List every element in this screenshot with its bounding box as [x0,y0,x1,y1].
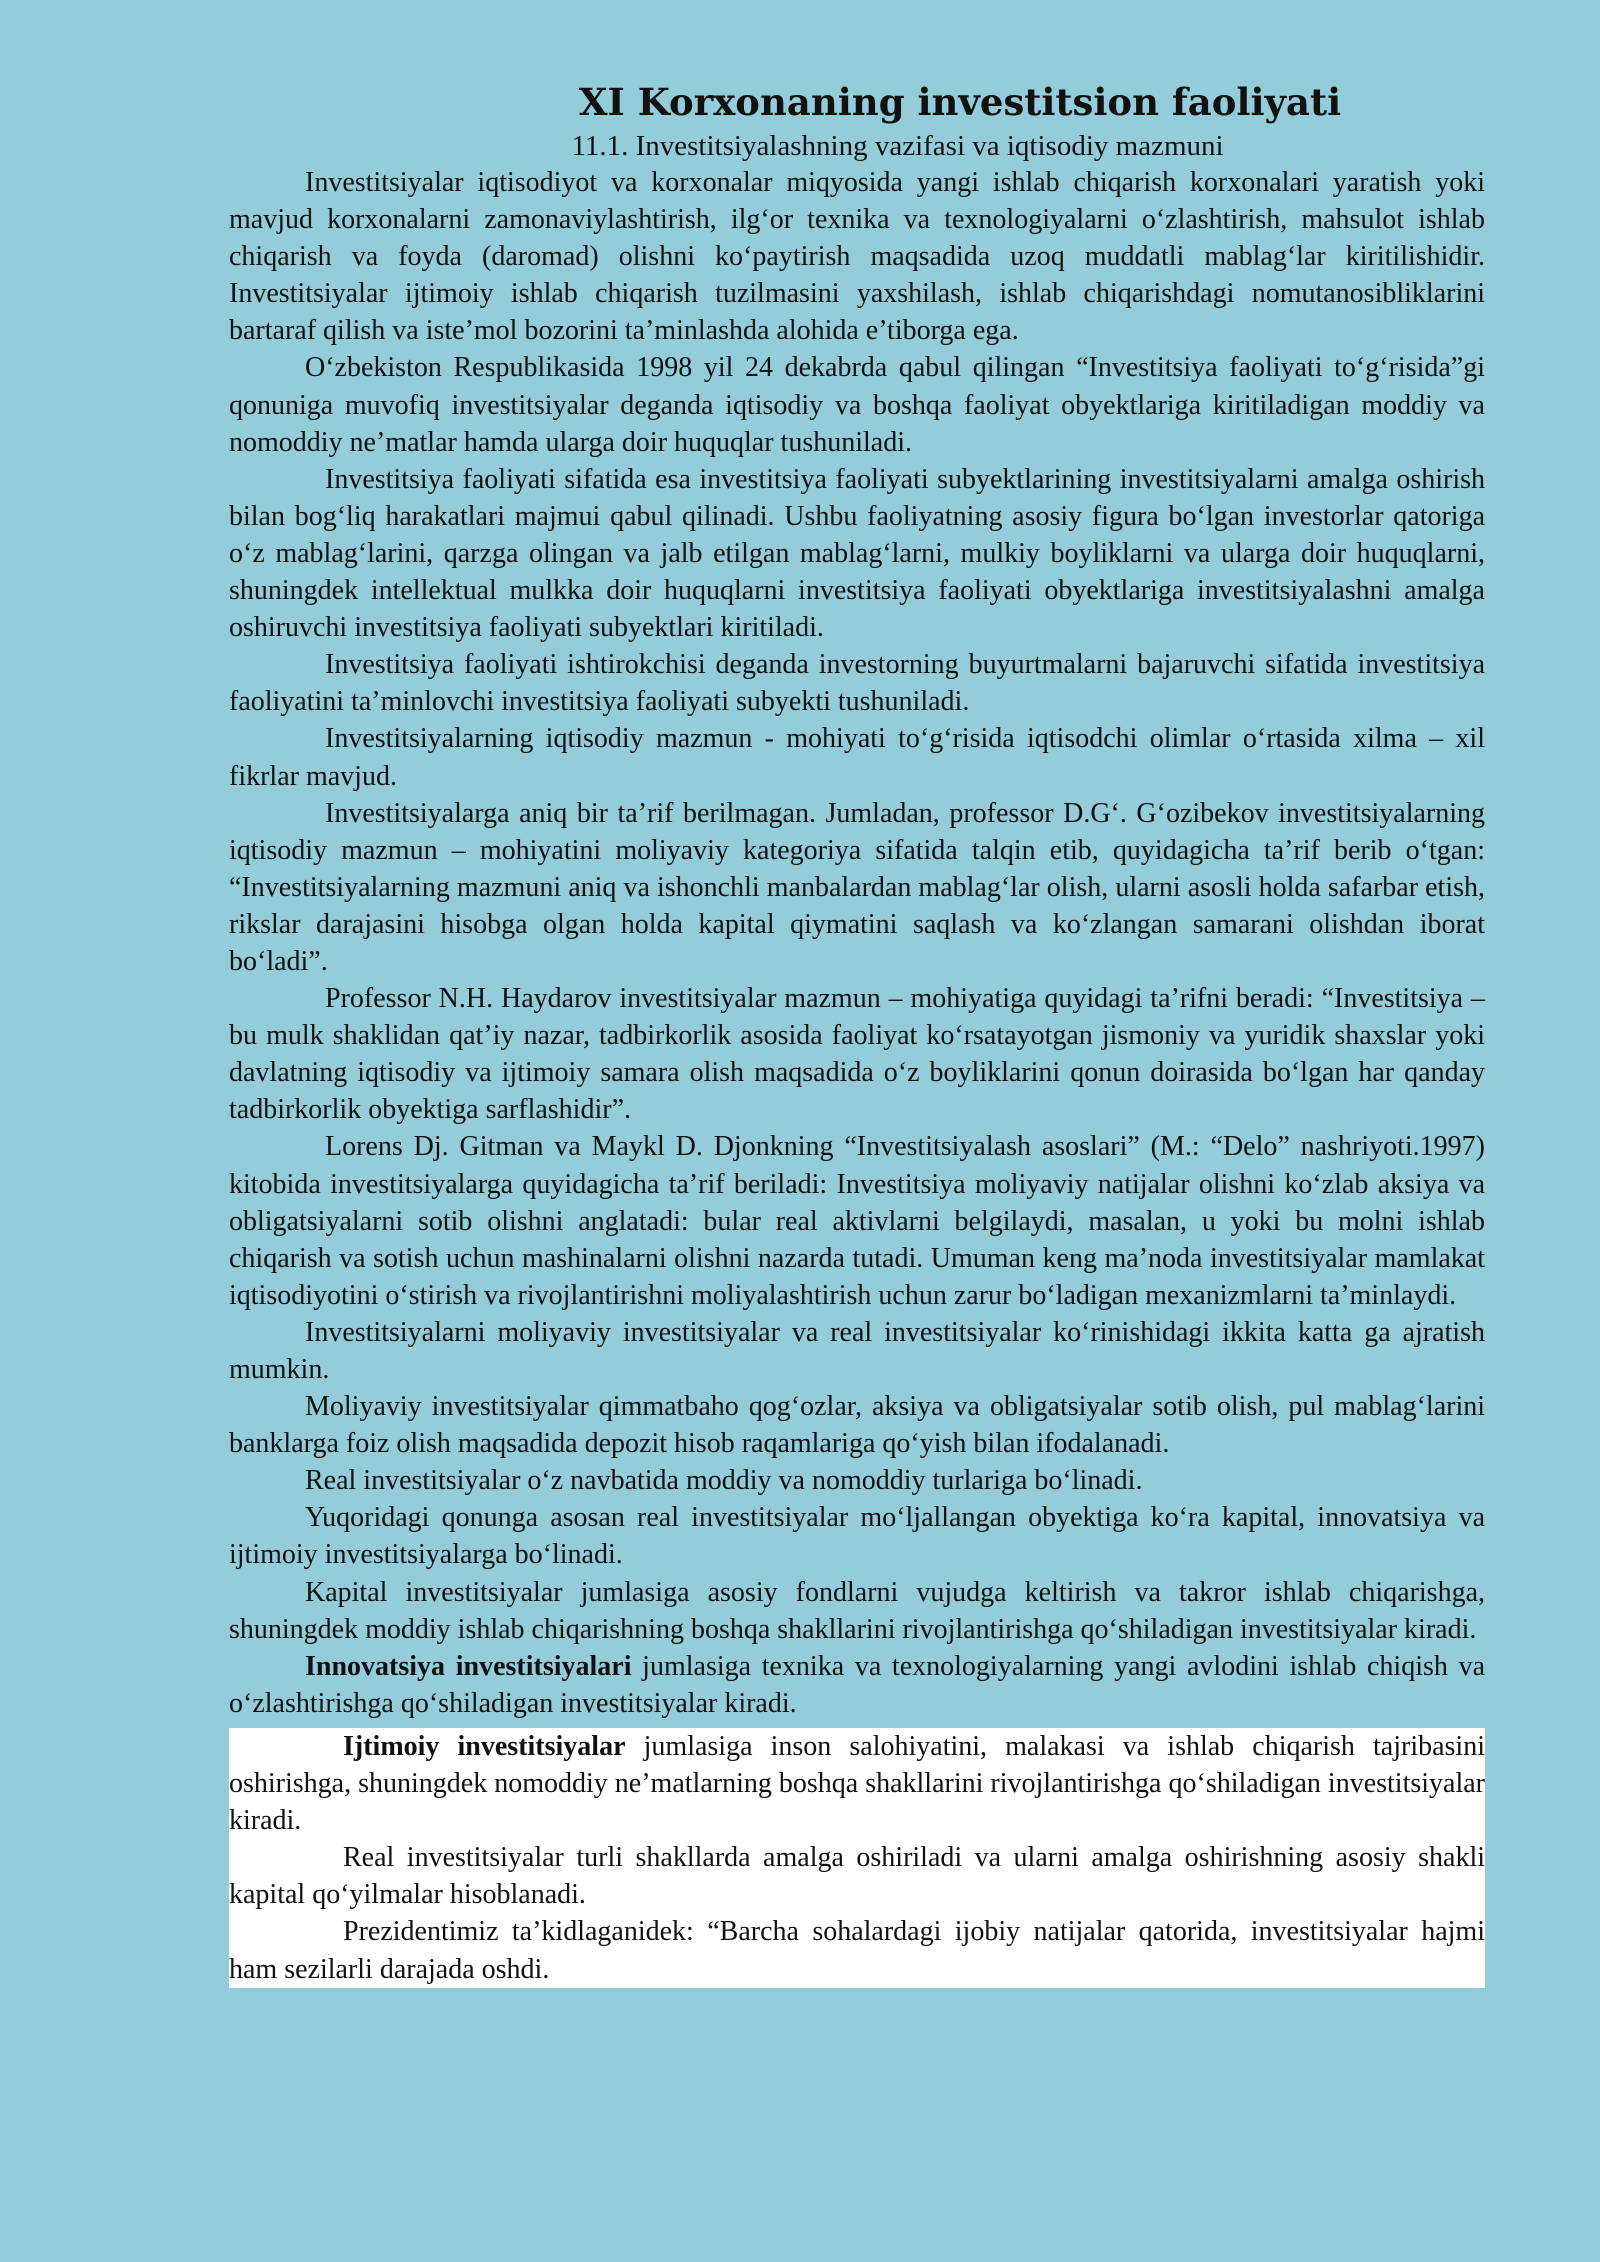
paragraph: Real investitsiyalar o‘z navbatida moddiy va nomoddiy turlariga bo‘linadi. [305,1465,1143,1497]
paragraph-text: jumlasiga texnika va texnologiyalarning yangi avlodini ishlab chiqish va o‘zlashtirishga qo‘shiladigan investitsiyalar kiradi. [229,1650,1485,1719]
paragraph: Investitsiyalarning iqtisodiy mazmun - mohiyati to‘g‘risida iqtisodchi olimlar o‘rtasida xilma – xil fikrlar mavjud. [229,723,1485,792]
paragraph: Kapital investitsiyalar jumlasiga asosiy fondlarni vujudga keltirish va takror ishlab chiqarishga, shuningdek moddiy ishlab chiqarishning boshqa shakllarini rivojlantirishga qo‘shiladigan investitsiyalar kiradi. [229,1576,1485,1645]
document-body [229,164,1485,1988]
chapter-title: XI Korxonaning investitsion faoliyati [578,80,1342,124]
paragraph: Professor N.H. Haydarov investitsiyalar mazmun – mohiyatiga quyidagi ta’rifni beradi: “Investitsiya – bu mulk shaklidan qat’iy nazar, tadbirkorlik asosida faoliyat ko‘rsatayotgan jismoniy va yuridik shaxslar yoki davlatning iqtisodiy va ijtimoiy samara olish maqsadida o‘z boyliklarini qonun doirasida bo‘lgan har qanday tadbirkorlik obyektiga sarflashidir”. [229,983,1485,1126]
paragraph-text: jumlasiga inson salohiyatini, malakasi va ishlab chiqarish tajribasini oshirishga, shuningdek nomoddiy ne’matlarning boshqa shakllarini rivojlantirishga qo‘shiladigan investitsiyalar kiradi. [229,1730,1485,1837]
paragraph: Investitsiyalar iqtisodiyot va korxonalar miqyosida yangi ishlab chiqarish korxonalari yaratish yoki mavjud korxonalarni zamonaviylashtirish, ilg‘or texnika va texnologiyalarni o‘zlashtirish, mahsulot ishlab chiqarish va foyda (daromad) olishni ko‘paytirish maqsadida uzoq muddatli mablag‘lar kiritilishidir. Investitsiyalar ijtimoiy ishlab chiqarish tuzilmasini yaxshilash, ishlab chiqarishdagi nomutanosibliklarini bartaraf qilish va iste’mol bozorini ta’minlashda alohida e’tiborga ega. [229,167,1485,347]
paragraph: Moliyaviy investitsiyalar qimmatbaho qog‘ozlar, aksiya va obligatsiyalar sotib olish, pul mablag‘larini banklarga foiz olish maqsadida depozit hisob raqamlariga qo‘yish bilan ifodalanadi. [229,1391,1485,1460]
paragraph: Prezidentimiz ta’kidlaganidek: “Barcha sohalardagi ijobiy natijalar qatorida, investitsiyalar hajmi ham sezilarli darajada oshdi. [229,1916,1485,1985]
paragraph: Yuqoridagi qonunga asosan real investitsiyalar mo‘ljallangan obyektiga ko‘ra kapital, innovatsiya va ijtimoiy investitsiyalarga bo‘linadi. [229,1502,1485,1571]
paragraph [229,1728,1485,1839]
section-subtitle: 11.1. Investitsiyalashning vazifasi va iqtisodiy mazmuni [571,130,1224,162]
paragraph: Investitsiyalarga aniq bir ta’rif berilmagan. Jumladan, professor D.G‘. G‘ozibekov investitsiyalarning iqtisodiy mazmun – mohiyatini moliyaviy kategoriya sifatida talqin etib, quyidagicha ta’rif berib o‘tgan: “Investitsiyalarning mazmuni aniq va ishonchli manbalardan mablag‘lar olish, ularni asosli holda safarbar etish, rikslar darajasini hisobga olgan holda kapital qiymatini saqlash va ko‘zlangan samarani olishdan iborat bo‘ladi”. [229,797,1485,977]
paragraph: Investitsiya faoliyati sifatida esa investitsiya faoliyati subyektlarining investitsiyalarni amalga oshirish bilan bog‘liq harakatlari majmui qabul qilinadi. Ushbu faoliyatning asosiy figura bo‘lgan investorlar qatoriga o‘z mablag‘larini, qarzga olingan va jalb etilgan mablag‘larni, mulkiy boyliklarni va ularga doir huquqlarni, shuningdek intellektual mulkka doir huquqlarni investitsiya faoliyati obyektlariga investitsiyalashni amalga oshiruvchi investitsiya faoliyati subyektlari kiritiladi. [229,463,1485,644]
bold-term: Ijtimoiy investitsiyalar [343,1730,626,1762]
bold-term: Innovatsiya investitsiyalari [305,1650,632,1682]
paragraph: Real investitsiyalar turli shakllarda amalga oshiriladi va ularni amalga oshirishning asosiy shakli kapital qo‘yilmalar hisoblanadi. [229,1842,1485,1911]
paragraph: Investitsiya faoliyati ishtirokchisi deganda investorning buyurtmalarni bajaruvchi sifatida investitsiya faoliyatini ta’minlovchi investitsiya faoliyati subyekti tushuniladi. [229,649,1485,718]
highlighted-block [229,1728,1485,1988]
paragraph [229,1648,1485,1722]
paragraph: Lorens Dj. Gitman va Maykl D. Djonkning “Investitsiyalash asoslari” (M.: “Delo” nashriyoti.1997) kitobida investitsiyalarga quyidagicha ta’rif beriladi: Investitsiya moliyaviy natijalar olishni ko‘zlab aksiya va obligatsiyalarni sotib olishni anglatadi: bular real aktivlarni belgilaydi, masalan, u yoki bu molni ishlab chiqarish va sotish uchun mashinalarni olishni nazarda tutadi. Umuman keng ma’noda investitsiyalar mamlakat iqtisodiyotini o‘stirish va rivojlantirishni moliyalashtirish uchun zarur bo‘ladigan mexanizmlarni ta’minlaydi. [229,1131,1485,1311]
paragraph: Investitsiyalarni moliyaviy investitsiyalar va real investitsiyalar ko‘rinishidagi ikkita katta ga ajratish mumkin. [229,1316,1485,1385]
paragraph: O‘zbekiston Respublikasida 1998 yil 24 dekabrda qabul qilingan “Investitsiya faoliyati to‘g‘risida”gi qonuniga muvofiq investitsiyalar deganda iqtisodiy va boshqa faoliyat obyektlariga kiritiladigan moddiy va nomoddiy ne’matlar hamda ularga doir huquqlar tushuniladi. [229,352,1485,458]
